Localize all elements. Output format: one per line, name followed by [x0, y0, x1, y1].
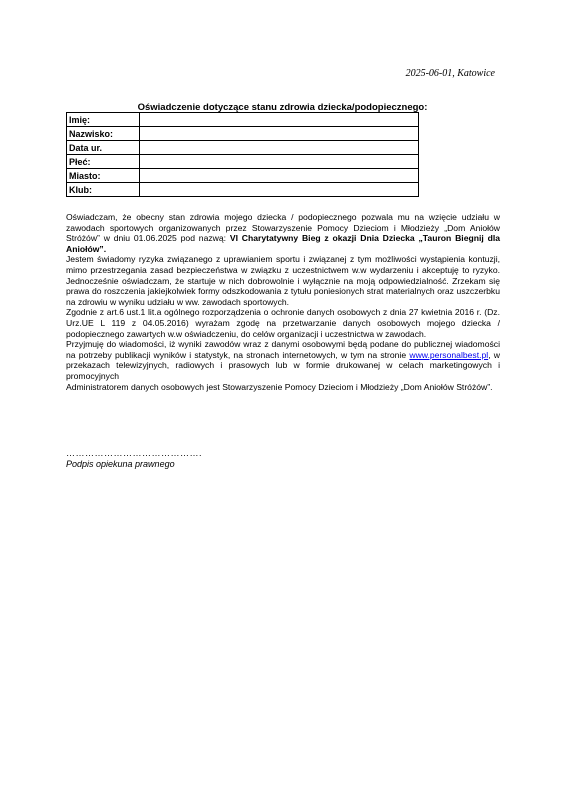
date-place: 2025-06-01, Katowice: [405, 68, 495, 79]
form-label: Imię:: [67, 113, 140, 127]
risk-paragraph: Jestem świadomy ryzyka związanego z uprawianiem sportu i związanej z tym możliwości wystąpienia kontuzji, mimo przestrzegania zasad bezpieczeństwa w związku z uczestnictwem w.w wydarzeniu i akceptuję to ryzyko. Jednocześnie oświadczam, że startuje w nich dobrowolnie i wyłącznie na moją odpowiedzialność. Zrzekam się prawa do roszczenia jakiejkolwiek formy odszkodowania z tytułu poniesionych strat materialnych oraz uszczerbku na zdrowiu w wyniku udziału w ww. zawodach sportowych.: [66, 254, 500, 307]
form-row: [67, 169, 419, 183]
form-value-field[interactable]: [140, 169, 419, 183]
form-label: Miasto:: [67, 169, 140, 183]
form-value-field[interactable]: [140, 113, 419, 127]
form-row: [67, 127, 419, 141]
statement-body: [66, 212, 500, 392]
administrator-paragraph: Administratorem danych osobowych jest Stowarzyszenie Pomocy Dzieciom i Młodzieży „Dom Aniołów Stróżów”.: [66, 381, 493, 392]
signature-line: …………………………………….: [66, 448, 203, 458]
form-value-field[interactable]: [140, 141, 419, 155]
form-value-field[interactable]: [140, 183, 419, 197]
form-value-field[interactable]: [140, 127, 419, 141]
document-title: Oświadczenie dotyczące stanu zdrowia dziecka/podopiecznego:: [137, 102, 428, 113]
form-row: [67, 183, 419, 197]
personalbest-link[interactable]: www.personalbest.pl: [409, 349, 489, 360]
consent-paragraph: Oświadczam, że obecny stan zdrowia mojego dziecka / podopiecznego pozwala mu na wzięcie udziału w zawodach sportowych organizowanych przez Stowarzyszenie Pomocy Dzieciom i Młodzieży „Dom Aniołów Stróżów” w dniu 01.06.2025 pod nazwą: VI Charytatywny Bieg z okazji Dnia Dziecka „Tauron Biegnij dla Aniołów”.: [66, 212, 500, 254]
form-row: [67, 141, 419, 155]
form-label: Nazwisko:: [67, 127, 140, 141]
form-label: Płeć:: [67, 155, 140, 169]
form-row: [67, 155, 419, 169]
form-row: [67, 113, 419, 127]
event-name: VI Charytatywny Bieg z okazji Dnia Dziecka „Tauron Biegnij dla Aniołów”.: [66, 233, 500, 254]
form-value-field[interactable]: [140, 155, 419, 169]
personal-data-table: [66, 112, 419, 197]
signature-label: Podpis opiekuna prawnego: [66, 459, 175, 469]
publication-paragraph: Przyjmuję do wiadomości, iż wyniki zawodów wraz z danymi osobowymi będą podane do publicznej wiadomości na potrzeby publikacji wyników i statystyk, na stronach internetowych, w tym na stronie www.personalbest.pl, w przekazach telewizyjnych, radiowych i prasowych lub w formie drukowanej w celach marketingowych i promocyjnych: [66, 339, 501, 381]
form-label: Data ur.: [67, 141, 140, 155]
gdpr-paragraph: Zgodnie z art.6 ust.1 lit.a ogólnego rozporządzenia o ochronie danych osobowych z dnia 27 kwietnia 2016 r. (Dz. Urz.UE L 119 z 04.05.2016) wyrażam zgodę na przetwarzanie danych osobowych mojego dziecka / podopiecznego zawartych w.w oświadczeniu, do celów organizacji i uczestnictwa w zawodach.: [66, 307, 500, 339]
form-label: Klub:: [67, 183, 140, 197]
